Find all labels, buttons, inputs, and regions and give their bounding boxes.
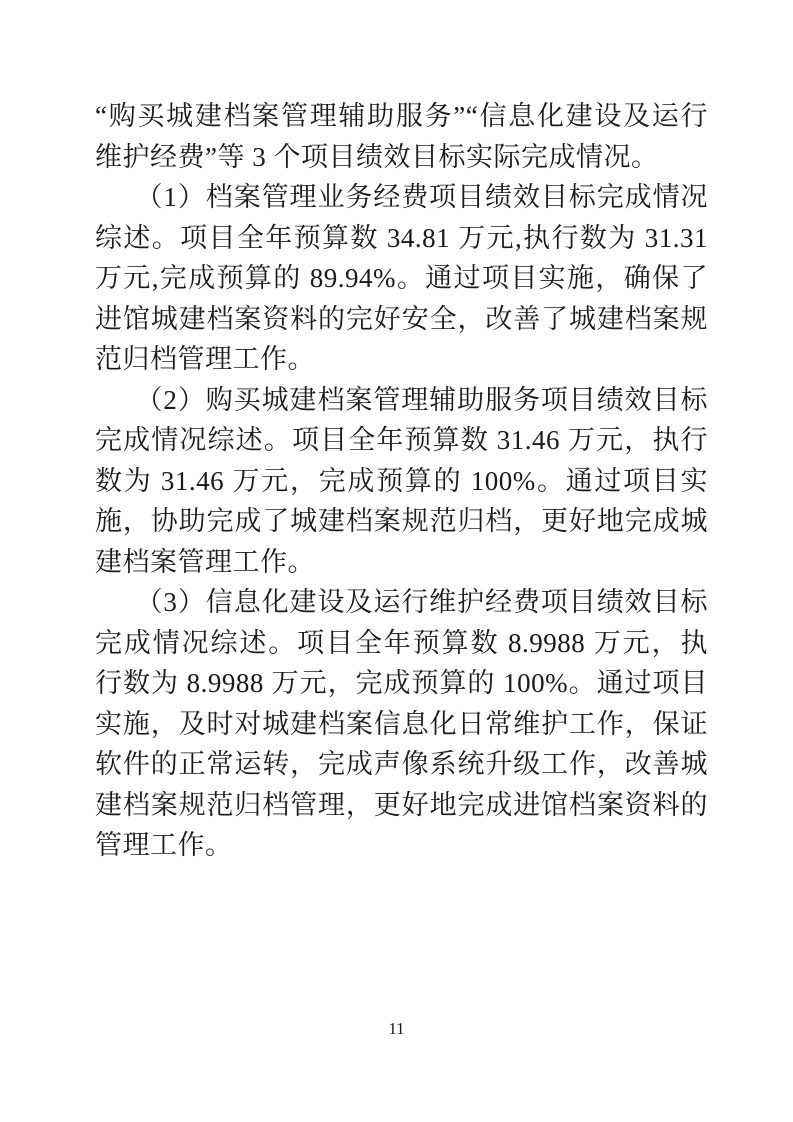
paragraph-item-3: （3）信息化建设及运行维护经费项目绩效目标完成情况综述。项目全年预算数 8.9988 万元，执行数为 8.9988 万元，完成预算的 100%。通过项目实施，及时对城建档案信息化日常维护工作，保证软件的正常运转，完成声像系统升级工作，改善城建档案规范归档管理，更好地完成进馆档案资料的管理工作。 — [95, 587, 708, 860]
paragraph-continuation: “购买城建档案管理辅助服务”“信息化建设及运行维护经费”等 3 个项目绩效目标实际完成情况。 — [95, 101, 708, 172]
paragraph-item-2: （2）购买城建档案管理辅助服务项目绩效目标完成情况综述。项目全年预算数 31.46 万元，执行数为 31.46 万元，完成预算的 100%。通过项目实施，协助完成了城建档案规范归档，更好地完成城建档案管理工作。 — [95, 384, 708, 577]
page-number: 11 — [388, 1019, 405, 1038]
document-body — [95, 96, 708, 866]
paragraph-item-1: （1）档案管理业务经费项目绩效目标完成情况综述。项目全年预算数 34.81 万元,执行数为 31.31 万元,完成预算的 89.94%。通过项目实施，确保了进馆城建档案资料的完好安全，改善了城建档案规范归档管理工作。 — [95, 182, 708, 374]
